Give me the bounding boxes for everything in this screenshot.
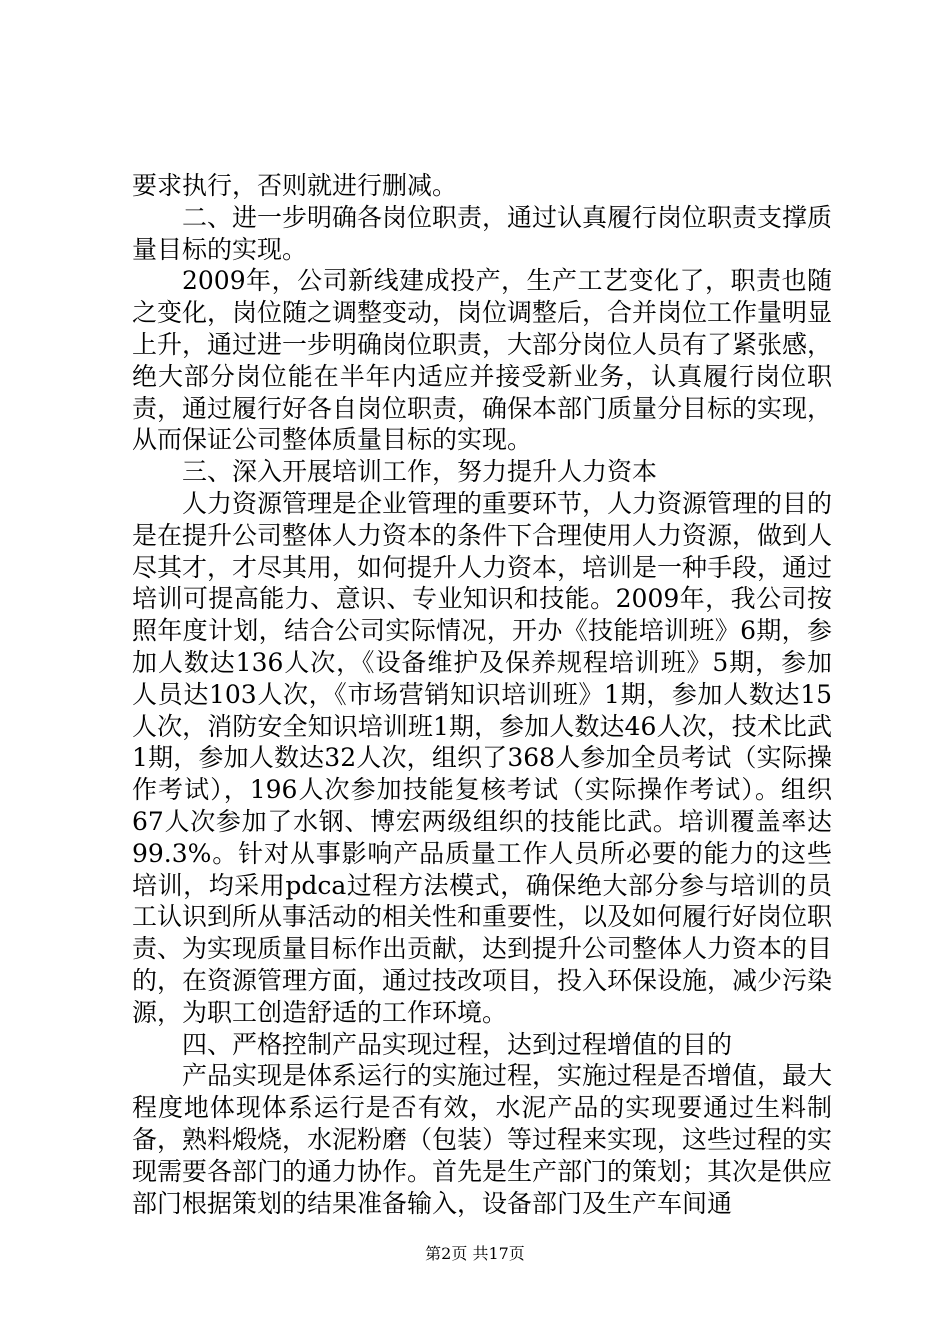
paragraph-1: 要求执行，否则就进行删减。: [132, 171, 458, 200]
section-heading-4: 四、严格控制产品实现过程，达到过程增值的目的: [182, 1029, 733, 1059]
paragraph-3: 2009年，公司新线建成投产，生产工艺变化了，职责也随之变化，岗位随之调整变动，岗位调整后，合并岗位工作量明显上升，通过进一步明确岗位职责，大部分岗位人员有了紧张感，绝大部分岗位能在半年内适应并接受新业务，认真履行岗位职责，通过履行好各自岗位职责，确保本部门质量分目标的实现，从而保证公司整体质量目标的实现。: [132, 266, 833, 455]
document-body: [132, 170, 832, 1219]
section-heading-3: 三、深入开展培训工作，努力提升人力资本: [182, 457, 658, 487]
paragraph-5: 人力资源管理是企业管理的重要环节，人力资源管理的目的是在提升公司整体人力资本的条件下合理使用人力资源，做到人尽其才，才尽其用，如何提升人力资本，培训是一种手段，通过培训可提高能力、意识、专业知识和技能。2009年，我公司按照年度计划，结合公司实际情况，开办《技能培训班》6期，参加人数达136人次，《设备维护及保养规程培训班》5期，参加人员达103人次，《市场营销知识培训班》1期，参加人数达15人次，消防安全知识培训班1期，参加人数达46人次，技术比武1期，参加人数达32人次，组织了368人参加全员考试（实际操作考试），196人次参加技能复核考试（实际操作考试）。组织67人次参加了水钢、博宏两级组织的技能比武。培训覆盖率达99.3%。针对从事影响产品质量工作人员所必要的能力的这些培训，均采用pdca过程方法模式，确保绝大部分参与培训的员工认识到所从事活动的相关性和重要性，以及如何履行好岗位职责、为实现质量目标作出贡献，达到提升公司整体人力资本的目的，在资源管理方面，通过技改项目，投入环保设施，减少污染源，为职工创造舒适的工作环境。: [132, 488, 833, 1027]
page-footer: 第2页 共17页: [425, 1244, 525, 1263]
section-heading-2: 二、进一步明确各岗位职责，通过认真履行岗位职责支撑质量目标的实现。: [132, 202, 833, 264]
paragraph-7: 产品实现是体系运行的实施过程，实施过程是否增值，最大程度地体现体系运行是否有效，水泥产品的实现要通过生料制备，熟料煅烧，水泥粉磨（包装）等过程来实现，这些过程的实现需要各部门的通力协作。首先是生产部门的策划；其次是供应部门根据策划的结果准备输入，设备部门及生产车间通: [132, 1061, 833, 1218]
